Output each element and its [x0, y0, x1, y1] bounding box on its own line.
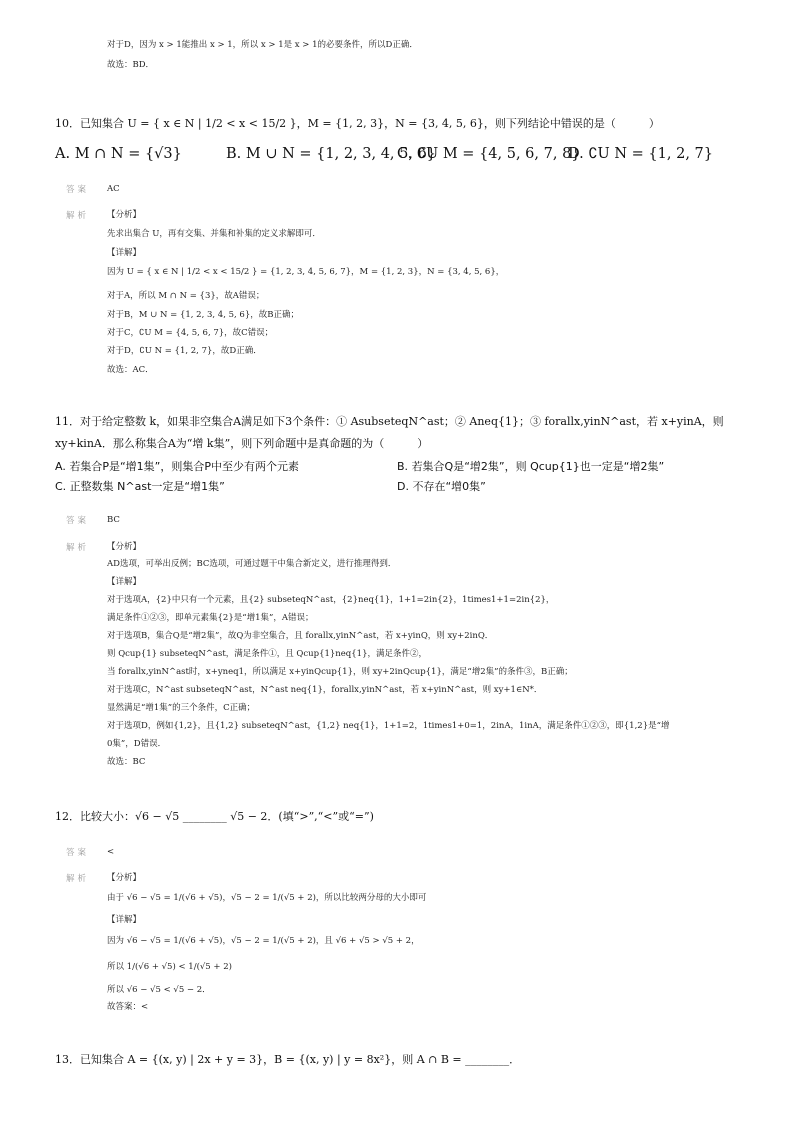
q10-option-b: B. M ∪ N = {1, 2, 3, 4, 5, 6}	[226, 146, 437, 162]
q11-analysis-line: 显然满足“增1集”的三个条件，C正确；	[107, 703, 256, 713]
q11-analysis-line: 对于选项C，N^ast subseteqN^ast，N^ast neq{1}，forallx,yinN^ast，若 x+yinN^ast，则 xy+1∈N*．	[107, 685, 543, 695]
q11-answer-label: 答案	[66, 516, 90, 526]
q10-answer: AC	[107, 184, 120, 194]
prev-answer-line-2: 故选：BD．	[107, 60, 155, 70]
q11-analysis-line: 满足条件①②③，即单元素集{2}是“增1集”，A错误；	[107, 613, 314, 623]
q10-analysis-line: 【详解】	[107, 248, 142, 258]
q12-analysis-line: 故答案：<	[107, 1002, 149, 1012]
q10-option-c: C. ∁U M = {4, 5, 6, 7, 8}	[397, 146, 581, 162]
q12-analysis-line: 因为 √6 − √5 = 1/(√6 + √5)，√5 − 2 = 1/(√5 + 2)，且 √6 + √5 > √5 + 2，	[107, 936, 420, 946]
q10-analysis-label: 解析	[66, 211, 90, 221]
q11-analysis-line: 对于选项A，{2}中只有一个元素，且{2} subseteqN^ast，{2}neq{1}，1+1=2in{2}，1times1+1=2in{2}，	[107, 595, 555, 605]
q11-stem-line-2: xy+kinA．那么称集合A为“增 k集”，则下列命题中是真命题的为（ ）	[55, 437, 429, 450]
q11-analysis-line: 【详解】	[107, 577, 142, 587]
q12-analysis-line: 所以 1/(√6 + √5) < 1/(√5 + 2)	[107, 962, 232, 972]
q12-analysis-line: 由于 √6 − √5 = 1/(√6 + √5)，√5 − 2 = 1/(√5 + 2)，所以比较两分母的大小即可	[107, 893, 427, 903]
q13-stem: 13．已知集合 A = {(x, y) | 2x + y = 3}，B = {(x, y) | y = 8x²}，则 A ∩ B = ________．	[55, 1053, 521, 1066]
q12-analysis-line: 【分析】	[107, 873, 142, 883]
q10-analysis-line: 【分析】	[107, 210, 142, 220]
q12-analysis-label: 解析	[66, 874, 90, 884]
q11-option-c: C. 正整数集 N^ast一定是“增1集”	[55, 480, 225, 493]
prev-answer-line-1: 对于D，因为 x > 1能推出 x > 1，所以 x > 1是 x > 1的必要条件，所以D正确．	[107, 40, 418, 50]
q12-stem: 12．比较大小：√6 − √5 ________ √5 − 2．(填“>”,“<”或“=”)	[55, 810, 374, 823]
q10-analysis-line: 对于D，∁U N = {1, 2, 7}，故D正确．	[107, 346, 262, 356]
q10-stem: 10．已知集合 U = { x ∈ N | 1/2 < x < 15/2 }，M = {1, 2, 3}，N = {3, 4, 5, 6}，则下列结论中错误的是（ ）	[55, 117, 660, 130]
q11-analysis-line: 则 Qcup{1} subseteqN^ast，满足条件①，且 Qcup{1}neq{1}，满足条件②，	[107, 649, 427, 659]
q11-option-a: A. 若集合P是“增1集”，则集合P中至少有两个元素	[55, 460, 299, 473]
q11-stem-line-1: 11．对于给定整数 k，如果非空集合A满足如下3个条件：① AsubseteqN^ast；② Aneq{1}；③ forallx,yinN^ast，若 x+yinA，则	[55, 415, 724, 428]
q11-analysis-line: 对于选项B，集合Q是“增2集”，故Q为非空集合，且 forallx,yinN^ast，若 x+yinQ，则 xy+2inQ．	[107, 631, 494, 641]
q10-answer-label: 答案	[66, 185, 90, 195]
q11-option-d: D. 不存在“增0集”	[397, 480, 486, 493]
q12-answer: <	[107, 847, 115, 857]
q10-option-d: D. ∁U N = {1, 2, 7}	[568, 146, 713, 162]
q11-analysis-line: 故选：BC	[107, 757, 146, 767]
q10-analysis-line: 先求出集合 U，再有交集、并集和补集的定义求解即可．	[107, 229, 321, 239]
q10-analysis-line: 故选：AC．	[107, 365, 154, 375]
q11-analysis-line: 当 forallx,yinN^ast时，x+yneq1，所以满足 x+yinQcup{1}，则 xy+2inQcup{1}，满足“增2集”的条件③，B正确；	[107, 667, 573, 677]
q12-analysis-line: 【详解】	[107, 915, 142, 925]
q11-analysis-line: 对于选项D，例如{1,2}，且{1,2} subseteqN^ast，{1,2} neq{1}，1+1=2，1times1+0=1，2inA，1inA，满足条件①②③，即{1,2}是“增	[107, 721, 670, 731]
q11-analysis-label: 解析	[66, 543, 90, 553]
q11-answer: BC	[107, 515, 120, 525]
q11-option-b: B. 若集合Q是“增2集”，则 Qcup{1}也一定是“增2集”	[397, 460, 665, 473]
q10-option-a: A. M ∩ N = {√3}	[55, 146, 182, 162]
q10-analysis-line: 因为 U = { x ∈ N | 1/2 < x < 15/2 } = {1, 2, 3, 4, 5, 6, 7}，M = {1, 2, 3}，N = {3, 4, 5, 6}，	[107, 267, 505, 277]
q12-analysis-line: 所以 √6 − √5 < √5 − 2．	[107, 985, 211, 995]
q10-analysis-line: 对于B，M ∪ N = {1, 2, 3, 4, 5, 6}，故B正确；	[107, 310, 299, 320]
q11-analysis-line: 【分析】	[107, 542, 142, 552]
q10-analysis-line: 对于C，∁U M = {4, 5, 6, 7}，故C错误；	[107, 328, 274, 338]
q12-answer-label: 答案	[66, 848, 90, 858]
q11-analysis-line: 0集”，D错误．	[107, 739, 167, 749]
q10-analysis-line: 对于A，所以 M ∩ N = {3}，故A错误；	[107, 291, 265, 301]
q11-analysis-line: AD选项，可举出反例；BC选项，可通过题干中集合新定义，进行推理得到．	[107, 559, 397, 569]
